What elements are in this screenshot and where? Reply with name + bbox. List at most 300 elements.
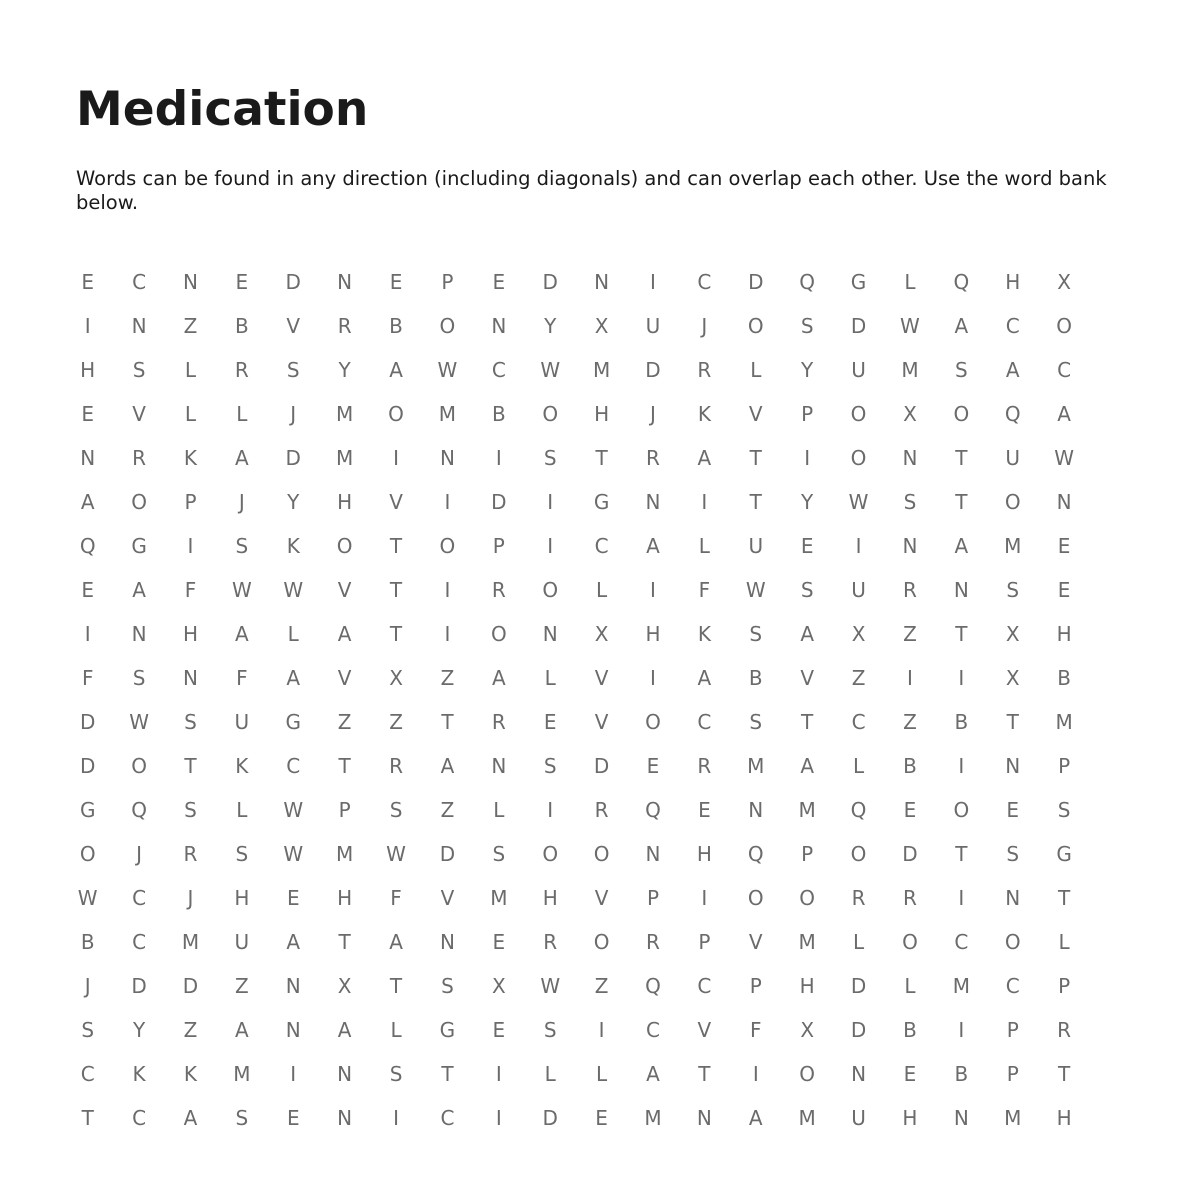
grid-letter[interactable]: W — [540, 358, 561, 382]
grid-letter[interactable]: W — [1054, 446, 1074, 470]
grid-letter[interactable]: F — [184, 578, 197, 602]
grid-letter[interactable]: Q — [1004, 402, 1021, 426]
grid-letter[interactable]: G — [850, 270, 867, 294]
grid-letter[interactable]: V — [337, 578, 352, 602]
grid-letter[interactable]: X — [389, 666, 403, 690]
grid-letter[interactable]: A — [1057, 402, 1071, 426]
grid-letter[interactable]: P — [1058, 974, 1071, 998]
grid-letter[interactable]: P — [801, 842, 814, 866]
grid-letter[interactable]: T — [389, 578, 403, 602]
grid-letter[interactable]: A — [800, 622, 814, 646]
grid-letter[interactable]: V — [440, 886, 455, 910]
grid-letter[interactable]: F — [81, 666, 94, 690]
grid-letter[interactable]: V — [594, 886, 609, 910]
grid-letter[interactable]: X — [1005, 622, 1020, 646]
grid-letter[interactable]: X — [903, 402, 917, 426]
grid-letter[interactable]: E — [389, 270, 403, 294]
grid-letter[interactable]: M — [798, 1106, 816, 1130]
grid-letter[interactable]: V — [389, 490, 403, 514]
grid-letter[interactable]: J — [84, 974, 91, 998]
grid-letter[interactable]: V — [594, 666, 609, 690]
grid-letter[interactable]: A — [748, 1106, 763, 1130]
grid-letter[interactable]: A — [389, 358, 403, 382]
grid-letter[interactable]: M — [798, 798, 816, 822]
grid-letter[interactable]: L — [184, 358, 197, 382]
grid-letter[interactable]: T — [389, 622, 403, 646]
grid-letter[interactable]: R — [902, 578, 917, 602]
grid-letter[interactable]: P — [184, 490, 197, 514]
grid-letter[interactable]: L — [544, 666, 556, 690]
grid-letter[interactable]: I — [650, 666, 656, 690]
grid-letter[interactable]: N — [902, 446, 918, 470]
grid-letter[interactable]: E — [1057, 578, 1071, 602]
grid-letter[interactable]: M — [233, 1062, 251, 1086]
grid-letter[interactable]: K — [697, 402, 711, 426]
grid-letter[interactable]: I — [855, 534, 862, 558]
grid-letter[interactable]: W — [745, 578, 766, 602]
grid-letter[interactable]: J — [187, 886, 194, 910]
grid-letter[interactable]: N — [1005, 886, 1021, 910]
grid-letter[interactable]: O — [490, 622, 507, 646]
grid-letter[interactable]: N — [439, 446, 455, 470]
grid-letter[interactable]: T — [389, 534, 403, 558]
grid-letter[interactable]: L — [698, 534, 710, 558]
grid-letter[interactable]: S — [492, 842, 506, 866]
grid-letter[interactable]: L — [904, 270, 916, 294]
grid-letter[interactable]: O — [902, 930, 918, 954]
grid-letter[interactable]: M — [336, 446, 354, 470]
grid-letter[interactable]: M — [1004, 534, 1022, 558]
grid-letter[interactable]: Q — [799, 270, 816, 294]
grid-letter[interactable]: X — [1005, 666, 1020, 690]
grid-letter[interactable]: X — [594, 622, 609, 646]
grid-letter[interactable]: R — [646, 930, 660, 954]
grid-letter[interactable]: G — [439, 1018, 456, 1042]
grid-letter[interactable]: K — [132, 1062, 146, 1086]
grid-letter[interactable]: M — [490, 886, 508, 910]
grid-letter[interactable]: R — [697, 754, 712, 778]
grid-letter[interactable]: T — [441, 1062, 454, 1086]
grid-letter[interactable]: I — [598, 1018, 605, 1042]
grid-letter[interactable]: R — [491, 710, 506, 734]
grid-letter[interactable]: E — [81, 270, 95, 294]
grid-letter[interactable]: T — [595, 446, 608, 470]
grid-letter[interactable]: W — [283, 798, 304, 822]
grid-letter[interactable]: T — [184, 754, 197, 778]
grid-letter[interactable]: F — [390, 886, 402, 910]
grid-letter[interactable]: I — [393, 446, 399, 470]
grid-letter[interactable]: I — [547, 798, 554, 822]
grid-letter[interactable]: Y — [132, 1018, 146, 1042]
grid-letter[interactable]: N — [337, 270, 353, 294]
grid-letter[interactable]: N — [285, 1018, 301, 1042]
grid-letter[interactable]: O — [439, 534, 456, 558]
grid-letter[interactable]: C — [1005, 314, 1020, 338]
grid-letter[interactable]: W — [283, 578, 304, 602]
grid-letter[interactable]: T — [698, 1062, 711, 1086]
grid-letter[interactable]: O — [747, 886, 764, 910]
grid-letter[interactable]: Y — [801, 358, 814, 382]
grid-letter[interactable]: H — [594, 402, 610, 426]
grid-letter[interactable]: Z — [183, 314, 198, 338]
grid-letter[interactable]: W — [540, 974, 561, 998]
grid-letter[interactable]: Z — [594, 974, 609, 998]
grid-letter[interactable]: D — [645, 358, 661, 382]
grid-letter[interactable]: Z — [389, 710, 403, 734]
grid-letter[interactable]: A — [132, 578, 146, 602]
grid-letter[interactable]: V — [697, 1018, 712, 1042]
grid-letter[interactable]: L — [236, 798, 248, 822]
grid-letter[interactable]: D — [285, 446, 301, 470]
grid-letter[interactable]: C — [491, 358, 506, 382]
grid-letter[interactable]: C — [132, 886, 147, 910]
grid-letter[interactable]: N — [285, 974, 301, 998]
grid-letter[interactable]: S — [286, 358, 300, 382]
grid-letter[interactable]: W — [437, 358, 458, 382]
grid-letter[interactable]: I — [650, 270, 656, 294]
grid-letter[interactable]: Z — [440, 666, 455, 690]
grid-letter[interactable]: I — [290, 1062, 297, 1086]
grid-letter[interactable]: S — [184, 798, 197, 822]
grid-letter[interactable]: C — [132, 930, 147, 954]
grid-letter[interactable]: C — [1005, 974, 1020, 998]
grid-letter[interactable]: E — [81, 402, 95, 426]
grid-letter[interactable]: D — [902, 842, 918, 866]
grid-letter[interactable]: I — [906, 666, 913, 690]
grid-letter[interactable]: N — [337, 1062, 353, 1086]
grid-letter[interactable]: A — [337, 1018, 352, 1042]
grid-letter[interactable]: S — [749, 622, 763, 646]
grid-letter[interactable]: A — [491, 666, 506, 690]
grid-letter[interactable]: C — [594, 534, 609, 558]
grid-letter[interactable]: A — [337, 622, 352, 646]
grid-letter[interactable]: U — [851, 578, 866, 602]
grid-letter[interactable]: O — [799, 886, 816, 910]
grid-letter[interactable]: S — [800, 314, 814, 338]
grid-letter[interactable]: E — [800, 534, 814, 558]
grid-letter[interactable]: N — [594, 270, 610, 294]
grid-letter[interactable]: R — [543, 930, 558, 954]
grid-letter[interactable]: T — [955, 622, 968, 646]
grid-letter[interactable]: L — [852, 930, 865, 954]
grid-letter[interactable]: L — [596, 578, 608, 602]
grid-letter[interactable]: T — [81, 1106, 94, 1130]
grid-letter[interactable]: R — [337, 314, 352, 338]
grid-letter[interactable]: A — [646, 534, 660, 558]
grid-letter[interactable]: C — [851, 710, 866, 734]
grid-letter[interactable]: O — [850, 842, 867, 866]
grid-letter[interactable]: L — [287, 622, 299, 646]
grid-letter[interactable]: I — [804, 446, 811, 470]
grid-letter[interactable]: H — [645, 622, 661, 646]
grid-letter[interactable]: I — [958, 666, 965, 690]
grid-letter[interactable]: O — [953, 798, 970, 822]
grid-letter[interactable]: Y — [544, 314, 557, 338]
grid-letter[interactable]: I — [495, 1062, 502, 1086]
grid-letter[interactable]: W — [129, 710, 149, 734]
grid-letter[interactable]: H — [337, 886, 353, 910]
grid-letter[interactable]: C — [697, 270, 712, 294]
grid-letter[interactable]: I — [958, 754, 965, 778]
grid-letter[interactable]: J — [701, 314, 708, 338]
grid-letter[interactable]: H — [234, 886, 250, 910]
grid-letter[interactable]: D — [131, 974, 147, 998]
grid-letter[interactable]: A — [235, 1018, 249, 1042]
grid-letter[interactable]: S — [81, 1018, 95, 1042]
grid-letter[interactable]: R — [1057, 1018, 1072, 1042]
grid-letter[interactable]: X — [1057, 270, 1071, 294]
grid-letter[interactable]: G — [285, 710, 301, 734]
grid-letter[interactable]: N — [1056, 490, 1072, 514]
grid-letter[interactable]: E — [81, 578, 95, 602]
grid-letter[interactable]: M — [901, 358, 919, 382]
grid-letter[interactable]: Z — [851, 666, 866, 690]
grid-letter[interactable]: E — [543, 710, 557, 734]
grid-letter[interactable]: W — [283, 842, 304, 866]
grid-letter[interactable]: A — [954, 314, 969, 338]
grid-letter[interactable]: H — [696, 842, 712, 866]
grid-letter[interactable]: Q — [953, 270, 970, 294]
grid-letter[interactable]: Y — [338, 358, 351, 382]
grid-letter[interactable]: S — [132, 358, 146, 382]
grid-letter[interactable]: W — [386, 842, 406, 866]
grid-letter[interactable]: P — [338, 798, 351, 822]
grid-letter[interactable]: B — [954, 1062, 969, 1086]
grid-letter[interactable]: C — [697, 710, 712, 734]
grid-letter[interactable]: A — [697, 446, 712, 470]
grid-letter[interactable]: O — [1056, 314, 1072, 338]
grid-letter[interactable]: O — [799, 1062, 816, 1086]
grid-letter[interactable]: L — [904, 974, 916, 998]
grid-letter[interactable]: T — [955, 842, 968, 866]
grid-letter[interactable]: S — [954, 358, 968, 382]
grid-letter[interactable]: M — [592, 358, 611, 382]
grid-letter[interactable]: B — [235, 314, 249, 338]
grid-letter[interactable]: D — [439, 842, 456, 866]
grid-letter[interactable]: Z — [183, 1018, 198, 1042]
grid-letter[interactable]: S — [132, 666, 146, 690]
grid-letter[interactable]: G — [131, 534, 147, 558]
grid-letter[interactable]: R — [697, 358, 712, 382]
grid-letter[interactable]: O — [542, 402, 559, 426]
grid-letter[interactable]: E — [492, 930, 506, 954]
grid-letter[interactable]: P — [801, 402, 814, 426]
grid-letter[interactable]: R — [234, 358, 249, 382]
grid-letter[interactable]: V — [132, 402, 146, 426]
grid-letter[interactable]: S — [749, 710, 763, 734]
grid-letter[interactable]: H — [902, 1106, 918, 1130]
grid-letter[interactable]: E — [492, 1018, 506, 1042]
grid-letter[interactable]: W — [900, 314, 920, 338]
grid-letter[interactable]: U — [234, 930, 250, 954]
grid-letter[interactable]: X — [491, 974, 506, 998]
grid-letter[interactable]: R — [491, 578, 506, 602]
grid-letter[interactable]: V — [286, 314, 301, 338]
grid-letter[interactable]: Q — [79, 534, 96, 558]
grid-letter[interactable]: A — [1005, 358, 1020, 382]
grid-letter[interactable]: T — [749, 446, 762, 470]
grid-letter[interactable]: N — [851, 1062, 867, 1086]
grid-letter[interactable]: I — [444, 622, 451, 646]
grid-letter[interactable]: T — [389, 974, 403, 998]
grid-letter[interactable]: T — [338, 754, 351, 778]
grid-letter[interactable]: P — [749, 974, 762, 998]
grid-letter[interactable]: B — [1057, 666, 1071, 690]
grid-letter[interactable]: A — [697, 666, 712, 690]
grid-letter[interactable]: H — [337, 490, 353, 514]
grid-letter[interactable]: K — [183, 1062, 198, 1086]
grid-letter[interactable]: S — [389, 798, 403, 822]
grid-letter[interactable]: E — [903, 798, 917, 822]
grid-letter[interactable]: R — [389, 754, 403, 778]
grid-letter[interactable]: A — [286, 930, 301, 954]
grid-letter[interactable]: A — [286, 666, 301, 690]
grid-letter[interactable]: S — [543, 446, 557, 470]
grid-letter[interactable]: U — [748, 534, 764, 558]
grid-letter[interactable]: N — [80, 446, 96, 470]
grid-letter[interactable]: R — [646, 446, 660, 470]
grid-letter[interactable]: N — [439, 930, 455, 954]
grid-letter[interactable]: K — [697, 622, 711, 646]
grid-letter[interactable]: J — [238, 490, 245, 514]
grid-letter[interactable]: O — [542, 842, 559, 866]
grid-letter[interactable]: J — [290, 402, 297, 426]
grid-letter[interactable]: I — [752, 1062, 759, 1086]
grid-letter[interactable]: Z — [440, 798, 455, 822]
grid-letter[interactable]: I — [547, 490, 554, 514]
grid-letter[interactable]: L — [596, 1062, 608, 1086]
grid-letter[interactable]: C — [286, 754, 301, 778]
grid-letter[interactable]: Y — [287, 490, 300, 514]
grid-letter[interactable]: M — [798, 930, 816, 954]
grid-letter[interactable]: I — [701, 490, 708, 514]
grid-letter[interactable]: F — [750, 1018, 762, 1042]
grid-letter[interactable]: I — [187, 534, 194, 558]
grid-letter[interactable]: T — [955, 490, 968, 514]
grid-letter[interactable]: D — [182, 974, 199, 998]
grid-letter[interactable]: E — [286, 886, 300, 910]
grid-letter[interactable]: E — [1006, 798, 1020, 822]
grid-letter[interactable]: S — [800, 578, 814, 602]
grid-letter[interactable]: T — [955, 446, 968, 470]
grid-letter[interactable]: N — [542, 622, 558, 646]
grid-letter[interactable]: O — [79, 842, 96, 866]
grid-letter[interactable]: H — [1056, 622, 1072, 646]
grid-letter[interactable]: O — [542, 578, 559, 602]
grid-letter[interactable]: L — [390, 1018, 402, 1042]
grid-letter[interactable]: N — [696, 1106, 712, 1130]
grid-letter[interactable]: Q — [850, 798, 867, 822]
grid-letter[interactable]: O — [131, 490, 147, 514]
grid-letter[interactable]: M — [1004, 1106, 1022, 1130]
grid-letter[interactable]: C — [697, 974, 712, 998]
grid-letter[interactable]: S — [235, 842, 249, 866]
grid-letter[interactable]: X — [594, 314, 609, 338]
grid-letter[interactable]: B — [389, 314, 403, 338]
grid-letter[interactable]: H — [1056, 1106, 1072, 1130]
grid-letter[interactable]: I — [84, 622, 91, 646]
grid-letter[interactable]: A — [235, 622, 249, 646]
grid-letter[interactable]: U — [645, 314, 661, 338]
grid-letter[interactable]: E — [492, 270, 506, 294]
grid-letter[interactable]: H — [799, 974, 815, 998]
grid-letter[interactable]: M — [644, 1106, 662, 1130]
grid-letter[interactable]: C — [80, 1062, 95, 1086]
grid-letter[interactable]: S — [235, 1106, 249, 1130]
grid-letter[interactable]: N — [748, 798, 764, 822]
grid-letter[interactable]: Q — [645, 798, 661, 822]
grid-letter[interactable]: O — [1004, 490, 1021, 514]
grid-letter[interactable]: P — [1006, 1062, 1019, 1086]
grid-letter[interactable]: E — [646, 754, 660, 778]
grid-letter[interactable]: X — [800, 1018, 815, 1042]
grid-letter[interactable]: A — [389, 930, 403, 954]
grid-letter[interactable]: L — [236, 402, 248, 426]
grid-letter[interactable]: G — [593, 490, 610, 514]
grid-letter[interactable]: E — [1057, 534, 1071, 558]
grid-letter[interactable]: Z — [235, 974, 249, 998]
grid-letter[interactable]: D — [542, 1106, 558, 1130]
grid-letter[interactable]: I — [495, 1106, 502, 1130]
grid-letter[interactable]: H — [182, 622, 198, 646]
grid-letter[interactable]: N — [337, 1106, 353, 1130]
grid-letter[interactable]: R — [594, 798, 609, 822]
grid-letter[interactable]: D — [748, 270, 764, 294]
grid-letter[interactable]: P — [698, 930, 711, 954]
grid-letter[interactable]: B — [954, 710, 969, 734]
grid-letter[interactable]: D — [79, 754, 96, 778]
grid-letter[interactable]: P — [1058, 754, 1071, 778]
grid-letter[interactable]: I — [444, 490, 451, 514]
grid-letter[interactable]: R — [132, 446, 147, 470]
grid-letter[interactable]: X — [851, 622, 866, 646]
grid-letter[interactable]: I — [393, 1106, 399, 1130]
grid-letter[interactable]: S — [1006, 842, 1020, 866]
grid-letter[interactable]: M — [438, 402, 457, 426]
grid-letter[interactable]: W — [231, 578, 252, 602]
grid-letter[interactable]: U — [851, 358, 866, 382]
grid-letter[interactable]: V — [337, 666, 352, 690]
grid-letter[interactable]: O — [336, 534, 353, 558]
grid-letter[interactable]: T — [749, 490, 762, 514]
grid-letter[interactable]: B — [80, 930, 95, 954]
grid-letter[interactable]: U — [1005, 446, 1021, 470]
grid-letter[interactable]: A — [954, 534, 969, 558]
grid-letter[interactable]: I — [650, 578, 656, 602]
grid-letter[interactable]: I — [701, 886, 708, 910]
grid-letter[interactable]: E — [235, 270, 249, 294]
grid-letter[interactable]: V — [748, 402, 763, 426]
grid-letter[interactable]: T — [1006, 710, 1019, 734]
grid-letter[interactable]: D — [542, 270, 558, 294]
grid-letter[interactable]: Q — [645, 974, 661, 998]
grid-letter[interactable]: H — [542, 886, 558, 910]
grid-letter[interactable]: C — [1057, 358, 1072, 382]
grid-letter[interactable]: Y — [801, 490, 814, 514]
grid-letter[interactable]: M — [336, 842, 354, 866]
grid-letter[interactable]: F — [698, 578, 711, 602]
grid-letter[interactable]: T — [1058, 1062, 1071, 1086]
grid-letter[interactable]: L — [493, 798, 505, 822]
grid-letter[interactable]: T — [338, 930, 351, 954]
grid-letter[interactable]: M — [181, 930, 200, 954]
grid-letter[interactable]: K — [183, 446, 198, 470]
grid-letter[interactable]: O — [439, 314, 456, 338]
grid-letter[interactable]: S — [903, 490, 917, 514]
grid-letter[interactable]: D — [850, 314, 867, 338]
grid-letter[interactable]: P — [646, 886, 660, 910]
grid-letter[interactable]: U — [234, 710, 250, 734]
